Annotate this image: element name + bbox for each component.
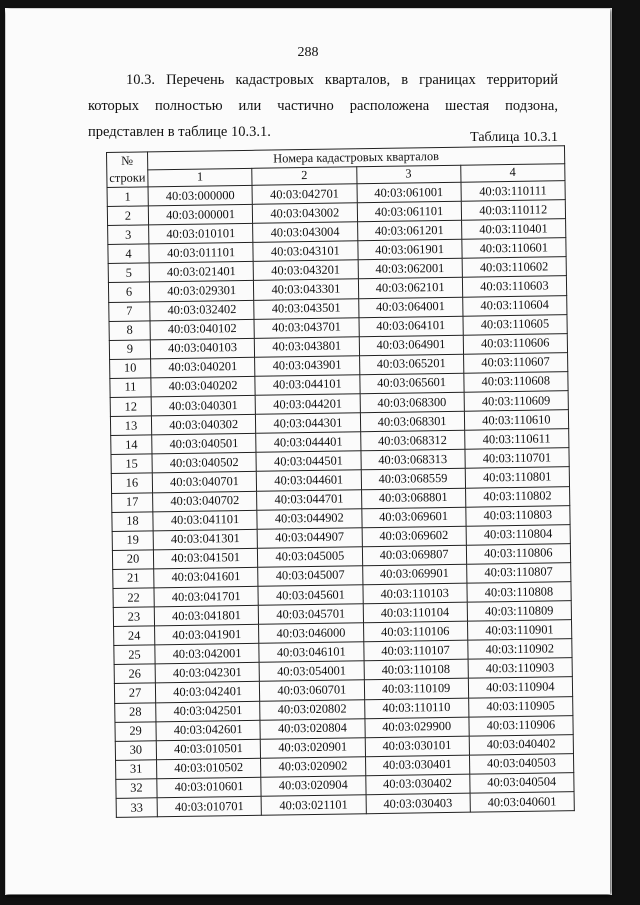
cadastral-number-cell: 40:03:110602 (462, 257, 567, 278)
cadastral-number-cell: 40:03:110607 (463, 353, 568, 374)
row-number-cell: 15 (111, 454, 152, 474)
cadastral-number-cell: 40:03:068801 (361, 488, 466, 509)
cadastral-number-cell: 40:03:044501 (256, 451, 361, 472)
cadastral-number-cell: 40:03:110103 (362, 583, 467, 604)
cadastral-number-cell: 40:03:110107 (363, 640, 468, 661)
column-header-3: 3 (356, 165, 460, 184)
cadastral-number-cell: 40:03:040601 (470, 792, 575, 813)
cadastral-number-cell: 40:03:110111 (461, 181, 566, 202)
cadastral-number-cell: 40:03:110807 (466, 563, 571, 584)
cadastral-number-cell: 40:03:043501 (254, 298, 359, 319)
cadastral-number-cell: 40:03:110104 (363, 602, 468, 623)
cadastral-number-cell: 40:03:000001 (148, 204, 253, 225)
column-header-1: 1 (148, 168, 252, 187)
row-number-header-symbol: № (121, 153, 134, 168)
page-number: 288 (297, 45, 319, 60)
cadastral-number-cell: 40:03:044902 (257, 508, 362, 529)
cadastral-number-cell: 40:03:045601 (258, 585, 363, 606)
row-number-cell: 6 (108, 282, 149, 302)
cadastral-number-cell: 40:03:110905 (468, 696, 573, 717)
cadastral-number-cell: 40:03:110609 (464, 391, 569, 412)
row-number-cell: 21 (113, 569, 154, 589)
cadastral-number-cell: 40:03:064001 (358, 297, 463, 318)
cadastral-number-cell: 40:03:040502 (152, 453, 257, 474)
row-number-cell: 8 (109, 321, 150, 341)
cadastral-number-cell: 40:03:069807 (362, 545, 467, 566)
cadastral-number-cell: 40:03:110605 (463, 314, 568, 335)
cadastral-number-cell: 40:03:020902 (261, 757, 366, 778)
cadastral-number-cell: 40:03:064101 (358, 316, 463, 337)
cadastral-number-cell: 40:03:011101 (149, 243, 254, 264)
cadastral-number-cell: 40:03:021401 (149, 262, 254, 283)
cadastral-number-cell: 40:03:029301 (149, 281, 254, 302)
cadastral-number-cell: 40:03:041801 (154, 605, 259, 626)
cadastral-number-cell: 40:03:110106 (363, 621, 468, 642)
column-header-2: 2 (252, 166, 356, 185)
row-number-cell: 17 (112, 492, 153, 512)
row-number-header (107, 152, 149, 188)
cadastral-number-cell: 40:03:041101 (153, 510, 258, 531)
cadastral-number-cell: 40:03:110608 (464, 372, 569, 393)
cadastral-number-cell: 40:03:044701 (257, 489, 362, 510)
cadastral-number-cell: 40:03:030402 (365, 774, 470, 795)
cadastral-number-cell: 40:03:010701 (157, 796, 262, 817)
cadastral-quarters-table (106, 145, 575, 818)
row-number-cell: 9 (109, 340, 150, 360)
row-number-cell: 29 (115, 721, 156, 741)
cadastral-number-cell: 40:03:040702 (153, 491, 258, 512)
cadastral-number-cell: 40:03:020901 (260, 737, 365, 758)
row-number-cell: 11 (110, 378, 151, 398)
section-heading: 10.3. Перечень кадастровых кварталов, в границах территорий которых полностью или частично расположена шестая подзона, представлен в таблице 10.3.1. (88, 72, 558, 140)
row-number-cell: 2 (107, 206, 148, 226)
row-number-header-label: строки (109, 170, 146, 185)
cadastral-number-cell: 40:03:030101 (365, 736, 470, 757)
cadastral-number-cell: 40:03:041701 (154, 586, 259, 607)
cadastral-number-cell: 40:03:032402 (150, 300, 255, 321)
cadastral-number-cell: 40:03:044101 (255, 375, 360, 396)
cadastral-number-cell: 40:03:110401 (461, 219, 566, 240)
cadastral-number-cell: 40:03:065201 (359, 354, 464, 375)
cadastral-number-cell: 40:03:045701 (258, 604, 363, 625)
cadastral-number-cell: 40:03:042301 (155, 663, 260, 684)
cadastral-number-cell: 40:03:068300 (360, 392, 465, 413)
row-number-cell: 30 (115, 741, 156, 761)
cadastral-number-cell: 40:03:044201 (255, 394, 360, 415)
cadastral-number-cell: 40:03:110610 (464, 410, 569, 431)
row-number-cell: 16 (111, 473, 152, 493)
cadastral-number-cell: 40:03:061201 (357, 220, 462, 241)
cadastral-number-cell: 40:03:110801 (465, 467, 570, 488)
cadastral-number-cell: 40:03:030401 (365, 755, 470, 776)
row-number-cell: 23 (113, 607, 154, 627)
cadastral-number-cell: 40:03:064901 (359, 335, 464, 356)
cadastral-number-cell: 40:03:020904 (261, 776, 366, 797)
cadastral-number-cell: 40:03:110803 (466, 505, 571, 526)
row-number-cell: 26 (114, 664, 155, 684)
row-number-cell: 27 (114, 683, 155, 703)
row-number-cell: 12 (110, 397, 151, 417)
cadastral-number-cell: 40:03:068559 (361, 469, 466, 490)
cadastral-number-cell: 40:03:068312 (360, 430, 465, 451)
cadastral-table-container (106, 145, 575, 818)
row-number-cell: 13 (110, 416, 151, 436)
cadastral-number-cell: 40:03:010601 (157, 777, 262, 798)
cadastral-number-cell: 40:03:044401 (256, 432, 361, 453)
cadastral-number-cell: 40:03:040503 (469, 753, 574, 774)
quarters-group-header: Номера кадастровых кварталов (148, 146, 565, 170)
cadastral-number-cell: 40:03:110903 (468, 658, 573, 679)
cadastral-number-cell: 40:03:110112 (461, 200, 566, 221)
cadastral-number-cell: 40:03:069601 (361, 507, 466, 528)
column-header-4: 4 (460, 163, 564, 182)
cadastral-number-cell: 40:03:043002 (253, 203, 358, 224)
cadastral-number-cell: 40:03:110901 (467, 620, 572, 641)
row-number-cell: 18 (112, 511, 153, 531)
row-number-cell: 5 (108, 263, 149, 283)
cadastral-number-cell: 40:03:068313 (360, 450, 465, 471)
cadastral-number-cell: 40:03:042501 (156, 701, 261, 722)
cadastral-number-cell: 40:03:110904 (468, 677, 573, 698)
cadastral-number-cell: 40:03:041901 (155, 624, 260, 645)
cadastral-number-cell: 40:03:040201 (151, 357, 256, 378)
cadastral-number-cell: 40:03:040501 (152, 434, 257, 455)
row-number-cell: 7 (109, 301, 150, 321)
cadastral-number-cell: 40:03:041501 (153, 548, 258, 569)
cadastral-number-cell: 40:03:045007 (258, 566, 363, 587)
cadastral-number-cell: 40:03:062001 (358, 259, 463, 280)
cadastral-number-cell: 40:03:040102 (150, 319, 255, 340)
cadastral-number-cell: 40:03:000000 (148, 185, 253, 206)
cadastral-number-cell: 40:03:020802 (260, 699, 365, 720)
scan-border-bottom (0, 895, 640, 905)
row-number-cell: 31 (116, 760, 157, 780)
cadastral-number-cell: 40:03:041601 (154, 567, 259, 588)
cadastral-number-cell: 40:03:046000 (259, 623, 364, 644)
cadastral-number-cell: 40:03:040402 (469, 734, 574, 755)
cadastral-number-cell: 40:03:044601 (257, 470, 362, 491)
cadastral-number-cell: 40:03:045005 (258, 547, 363, 568)
cadastral-number-cell: 40:03:069602 (362, 526, 467, 547)
cadastral-number-cell: 40:03:043004 (253, 222, 358, 243)
row-number-cell: 4 (108, 244, 149, 264)
cadastral-number-cell: 40:03:044301 (256, 413, 361, 434)
cadastral-number-cell: 40:03:061001 (356, 182, 461, 203)
row-number-cell: 25 (114, 645, 155, 665)
cadastral-number-cell: 40:03:041301 (153, 529, 258, 550)
cadastral-number-cell: 40:03:110109 (364, 679, 469, 700)
cadastral-number-cell: 40:03:043801 (255, 337, 360, 358)
cadastral-number-cell: 40:03:110108 (364, 660, 469, 681)
cadastral-number-cell: 40:03:054001 (259, 661, 364, 682)
cadastral-number-cell: 40:03:110809 (467, 601, 572, 622)
cadastral-number-cell: 40:03:043201 (253, 260, 358, 281)
row-number-cell: 10 (110, 359, 151, 379)
cadastral-number-cell: 40:03:029900 (364, 717, 469, 738)
row-number-cell: 3 (108, 225, 149, 245)
cadastral-number-cell: 40:03:040302 (151, 414, 256, 435)
row-number-cell: 33 (116, 798, 157, 818)
cadastral-number-cell: 40:03:042601 (156, 720, 261, 741)
cadastral-number-cell: 40:03:068301 (360, 411, 465, 432)
row-number-cell: 22 (113, 588, 154, 608)
cadastral-number-cell: 40:03:110701 (465, 448, 570, 469)
cadastral-number-cell: 40:03:110802 (465, 486, 570, 507)
row-number-cell: 14 (111, 435, 152, 455)
cadastral-number-cell: 40:03:110110 (364, 698, 469, 719)
cadastral-number-cell: 40:03:040301 (151, 395, 256, 416)
cadastral-number-cell: 40:03:069901 (362, 564, 467, 585)
cadastral-number-cell: 40:03:061101 (357, 201, 462, 222)
cadastral-number-cell: 40:03:065601 (359, 373, 464, 394)
cadastral-number-cell: 40:03:110808 (467, 582, 572, 603)
cadastral-number-cell: 40:03:042701 (252, 184, 357, 205)
cadastral-number-cell: 40:03:060701 (260, 680, 365, 701)
cadastral-number-cell: 40:03:044907 (257, 527, 362, 548)
scan-border-right (612, 0, 640, 905)
cadastral-number-cell: 40:03:020804 (260, 718, 365, 739)
cadastral-number-cell: 40:03:043101 (253, 241, 358, 262)
row-number-cell: 1 (107, 187, 148, 207)
cadastral-number-cell: 40:03:021101 (261, 795, 366, 816)
cadastral-number-cell: 40:03:010101 (149, 224, 254, 245)
table-caption: Таблица 10.3.1 (470, 130, 558, 145)
cadastral-number-cell: 40:03:042001 (155, 644, 260, 665)
row-number-cell: 32 (116, 779, 157, 799)
cadastral-number-cell: 40:03:110902 (468, 639, 573, 660)
cadastral-number-cell: 40:03:030403 (366, 793, 471, 814)
cadastral-number-cell: 40:03:042401 (155, 682, 260, 703)
cadastral-number-cell: 40:03:110606 (463, 333, 568, 354)
row-number-cell: 20 (112, 550, 153, 570)
row-number-cell: 28 (115, 702, 156, 722)
cadastral-number-cell: 40:03:040202 (151, 376, 256, 397)
cadastral-number-cell: 40:03:110906 (469, 715, 574, 736)
row-number-cell: 24 (114, 626, 155, 646)
cadastral-number-cell: 40:03:110804 (466, 524, 571, 545)
cadastral-number-cell: 40:03:010501 (156, 739, 261, 760)
cadastral-number-cell: 40:03:043701 (254, 317, 359, 338)
cadastral-number-cell: 40:03:046101 (259, 642, 364, 663)
cadastral-number-cell: 40:03:061901 (357, 240, 462, 261)
cadastral-number-cell: 40:03:010502 (157, 758, 262, 779)
cadastral-number-cell: 40:03:040103 (150, 338, 255, 359)
cadastral-number-cell: 40:03:040701 (152, 472, 257, 493)
cadastral-number-cell: 40:03:110604 (462, 295, 567, 316)
scan-border-top (0, 0, 640, 8)
document-sheet (6, 9, 610, 894)
cadastral-number-cell: 40:03:110601 (462, 238, 567, 259)
cadastral-number-cell: 40:03:110603 (462, 276, 567, 297)
scan-border-left (0, 0, 5, 905)
cadastral-number-cell: 40:03:043901 (255, 356, 360, 377)
row-number-cell: 19 (112, 531, 153, 551)
cadastral-number-cell: 40:03:040504 (470, 773, 575, 794)
cadastral-number-cell: 40:03:062101 (358, 278, 463, 299)
cadastral-number-cell: 40:03:043301 (254, 279, 359, 300)
cadastral-number-cell: 40:03:110806 (466, 543, 571, 564)
cadastral-number-cell: 40:03:110611 (464, 429, 569, 450)
